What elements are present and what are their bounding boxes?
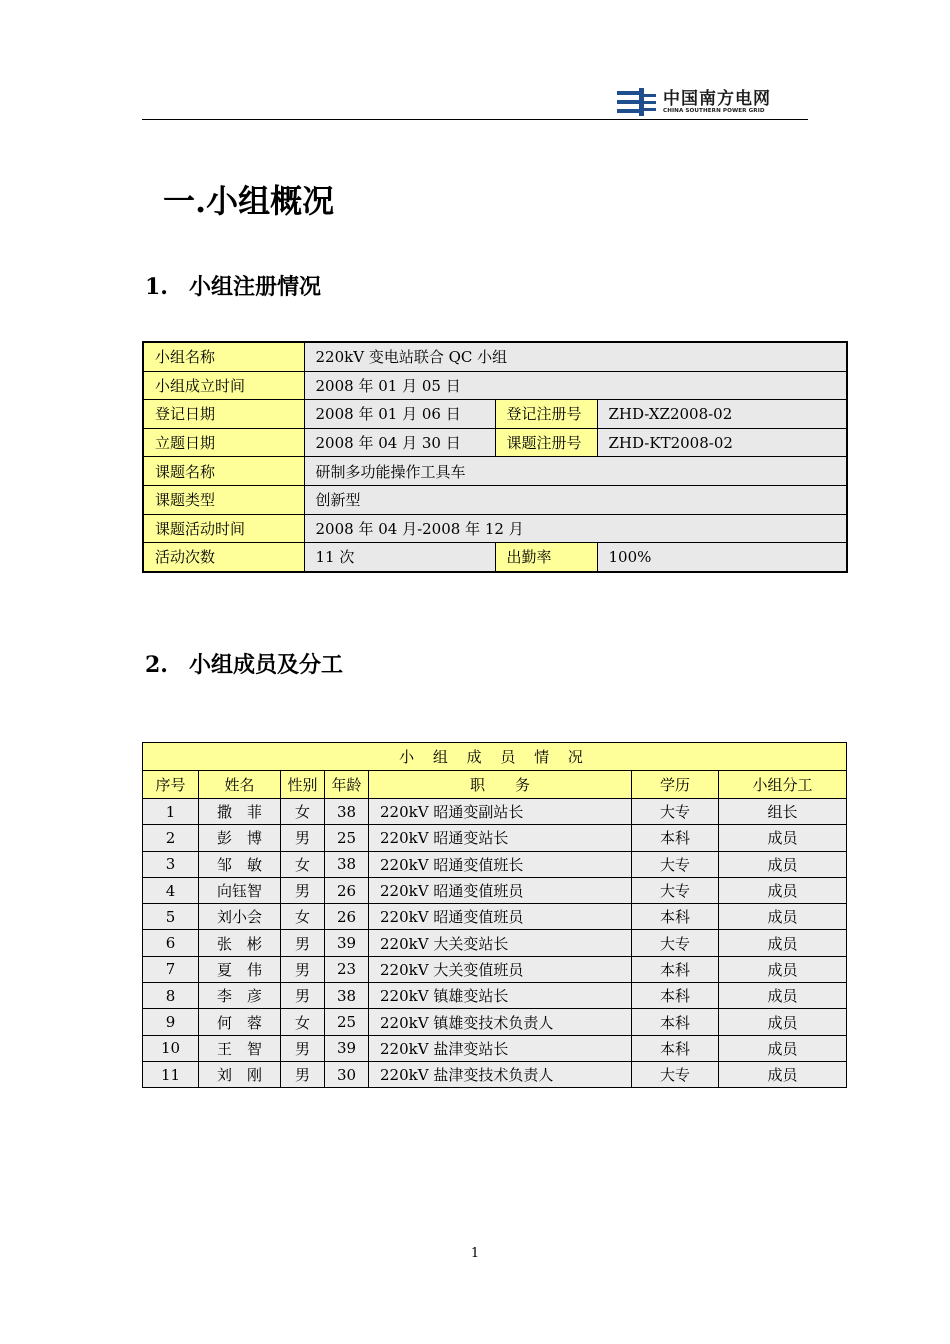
member-position: 220kV 镇雄变站长: [369, 983, 632, 1009]
member-education: 本科: [632, 825, 719, 851]
member-name: 彭 博: [199, 825, 281, 851]
member-role: 成员: [719, 983, 847, 1009]
header-index: 序号: [143, 771, 199, 799]
member-age: 39: [325, 930, 369, 956]
table-row: [143, 825, 847, 851]
table-row: [143, 956, 847, 982]
members-table-title: 小 组 成 员 情 况: [143, 743, 847, 771]
member-position: 220kV 昭通变副站长: [369, 799, 632, 825]
member-education: 本科: [632, 1035, 719, 1061]
table-row: [143, 1035, 847, 1061]
section-title: 小组注册情况: [189, 274, 322, 300]
table-row: [143, 342, 847, 371]
member-name: 邹 敏: [199, 851, 281, 877]
member-gender: 女: [281, 851, 325, 877]
member-name: 夏 伟: [199, 956, 281, 982]
member-index: 1: [143, 799, 199, 825]
member-age: 25: [325, 1009, 369, 1035]
member-role: 成员: [719, 1061, 847, 1087]
member-gender: 男: [281, 1061, 325, 1087]
member-index: 10: [143, 1035, 199, 1061]
member-role: 成员: [719, 877, 847, 903]
member-name: 张 彬: [199, 930, 281, 956]
table-row: [143, 799, 847, 825]
logo-english-name: CHINA SOUTHERN POWER GRID: [663, 107, 765, 114]
member-education: 大专: [632, 851, 719, 877]
member-age: 23: [325, 956, 369, 982]
member-position: 220kV 昭通变站长: [369, 825, 632, 851]
section-number: 2.: [145, 652, 168, 678]
table-row: [143, 877, 847, 903]
member-position: 220kV 盐津变站长: [369, 1035, 632, 1061]
topic-name-value: 研制多功能操作工具车: [304, 457, 847, 486]
topic-type-label: 课题类型: [143, 485, 304, 514]
founded-value: 2008 年 01 月 05 日: [304, 371, 847, 400]
member-position: 220kV 昭通变值班长: [369, 851, 632, 877]
table-row: [143, 428, 847, 457]
member-role: 组长: [719, 799, 847, 825]
table-row: [143, 485, 847, 514]
members-table-header: [143, 771, 847, 799]
registration-table: [142, 341, 848, 573]
member-gender: 男: [281, 825, 325, 851]
member-role: 成员: [719, 956, 847, 982]
table-row: [143, 514, 847, 543]
member-role: 成员: [719, 1009, 847, 1035]
member-role: 成员: [719, 825, 847, 851]
table-row: [143, 371, 847, 400]
table-row: [143, 851, 847, 877]
member-index: 7: [143, 956, 199, 982]
header-rule: [142, 119, 808, 120]
member-education: 本科: [632, 956, 719, 982]
member-gender: 男: [281, 877, 325, 903]
reg-date-value: 2008 年 01 月 06 日: [304, 400, 495, 429]
member-index: 3: [143, 851, 199, 877]
topic-no-value: ZHD-KT2008-02: [597, 428, 847, 457]
attendance-label: 出勤率: [495, 543, 597, 572]
member-index: 4: [143, 877, 199, 903]
member-name: 刘 刚: [199, 1061, 281, 1087]
member-role: 成员: [719, 1035, 847, 1061]
table-row: [143, 457, 847, 486]
member-index: 8: [143, 983, 199, 1009]
table-row: [143, 400, 847, 429]
member-name: 王 智: [199, 1035, 281, 1061]
member-name: 刘小会: [199, 904, 281, 930]
period-value: 2008 年 04 月-2008 年 12 月: [304, 514, 847, 543]
member-position: 220kV 昭通变值班员: [369, 877, 632, 903]
member-gender: 男: [281, 956, 325, 982]
topic-date-label: 立题日期: [143, 428, 304, 457]
member-education: 本科: [632, 904, 719, 930]
section-2-heading: [145, 648, 343, 679]
member-gender: 女: [281, 799, 325, 825]
member-role: 成员: [719, 851, 847, 877]
section-1-heading: [145, 270, 321, 301]
member-index: 6: [143, 930, 199, 956]
table-row: [143, 904, 847, 930]
member-position: 220kV 昭通变值班员: [369, 904, 632, 930]
power-grid-logo-icon: [617, 88, 657, 116]
member-name: 向钰智: [199, 877, 281, 903]
topic-name-label: 课题名称: [143, 457, 304, 486]
member-age: 26: [325, 904, 369, 930]
group-name-value: 220kV 变电站联合 QC 小组: [304, 342, 847, 371]
header-education: 学历: [632, 771, 719, 799]
group-name-label: 小组名称: [143, 342, 304, 371]
member-age: 26: [325, 877, 369, 903]
member-index: 11: [143, 1061, 199, 1087]
member-role: 成员: [719, 930, 847, 956]
member-age: 25: [325, 825, 369, 851]
attendance-value: 100%: [597, 543, 847, 572]
header-position: 职 务: [369, 771, 632, 799]
member-education: 大专: [632, 930, 719, 956]
count-value: 11 次: [304, 543, 495, 572]
table-row: [143, 1061, 847, 1087]
member-gender: 女: [281, 1009, 325, 1035]
reg-no-label: 登记注册号: [495, 400, 597, 429]
page-number: 1: [470, 1246, 480, 1261]
members-table: [142, 742, 847, 1088]
header-role: 小组分工: [719, 771, 847, 799]
member-age: 38: [325, 799, 369, 825]
member-role: 成员: [719, 904, 847, 930]
header-gender: 性别: [281, 771, 325, 799]
logo-chinese-name: 中国南方电网: [663, 88, 771, 109]
table-row: [143, 930, 847, 956]
member-gender: 男: [281, 983, 325, 1009]
period-label: 课题活动时间: [143, 514, 304, 543]
members-table-title-row: [143, 743, 847, 771]
member-age: 38: [325, 851, 369, 877]
member-education: 本科: [632, 1009, 719, 1035]
count-label: 活动次数: [143, 543, 304, 572]
member-name: 李 彦: [199, 983, 281, 1009]
member-age: 39: [325, 1035, 369, 1061]
member-position: 220kV 盐津变技术负责人: [369, 1061, 632, 1087]
header-name: 姓名: [199, 771, 281, 799]
member-education: 大专: [632, 1061, 719, 1087]
company-logo: [617, 86, 771, 118]
member-name: 撒 菲: [199, 799, 281, 825]
topic-no-label: 课题注册号: [495, 428, 597, 457]
member-position: 220kV 镇雄变技术负责人: [369, 1009, 632, 1035]
member-age: 38: [325, 983, 369, 1009]
reg-date-label: 登记日期: [143, 400, 304, 429]
table-row: [143, 1009, 847, 1035]
member-gender: 男: [281, 930, 325, 956]
section-number: 1.: [145, 274, 168, 300]
member-gender: 男: [281, 1035, 325, 1061]
member-education: 大专: [632, 799, 719, 825]
table-row: [143, 983, 847, 1009]
member-gender: 女: [281, 904, 325, 930]
member-index: 9: [143, 1009, 199, 1035]
topic-date-value: 2008 年 04 月 30 日: [304, 428, 495, 457]
table-row: [143, 543, 847, 572]
reg-no-value: ZHD-XZ2008-02: [597, 400, 847, 429]
member-position: 220kV 大关变值班员: [369, 956, 632, 982]
member-education: 本科: [632, 983, 719, 1009]
member-education: 大专: [632, 877, 719, 903]
member-position: 220kV 大关变站长: [369, 930, 632, 956]
founded-label: 小组成立时间: [143, 371, 304, 400]
member-age: 30: [325, 1061, 369, 1087]
member-index: 2: [143, 825, 199, 851]
member-index: 5: [143, 904, 199, 930]
member-name: 何 蓉: [199, 1009, 281, 1035]
chapter-title: 一.小组概况: [163, 182, 335, 220]
topic-type-value: 创新型: [304, 485, 847, 514]
section-title: 小组成员及分工: [189, 652, 344, 678]
header-age: 年龄: [325, 771, 369, 799]
